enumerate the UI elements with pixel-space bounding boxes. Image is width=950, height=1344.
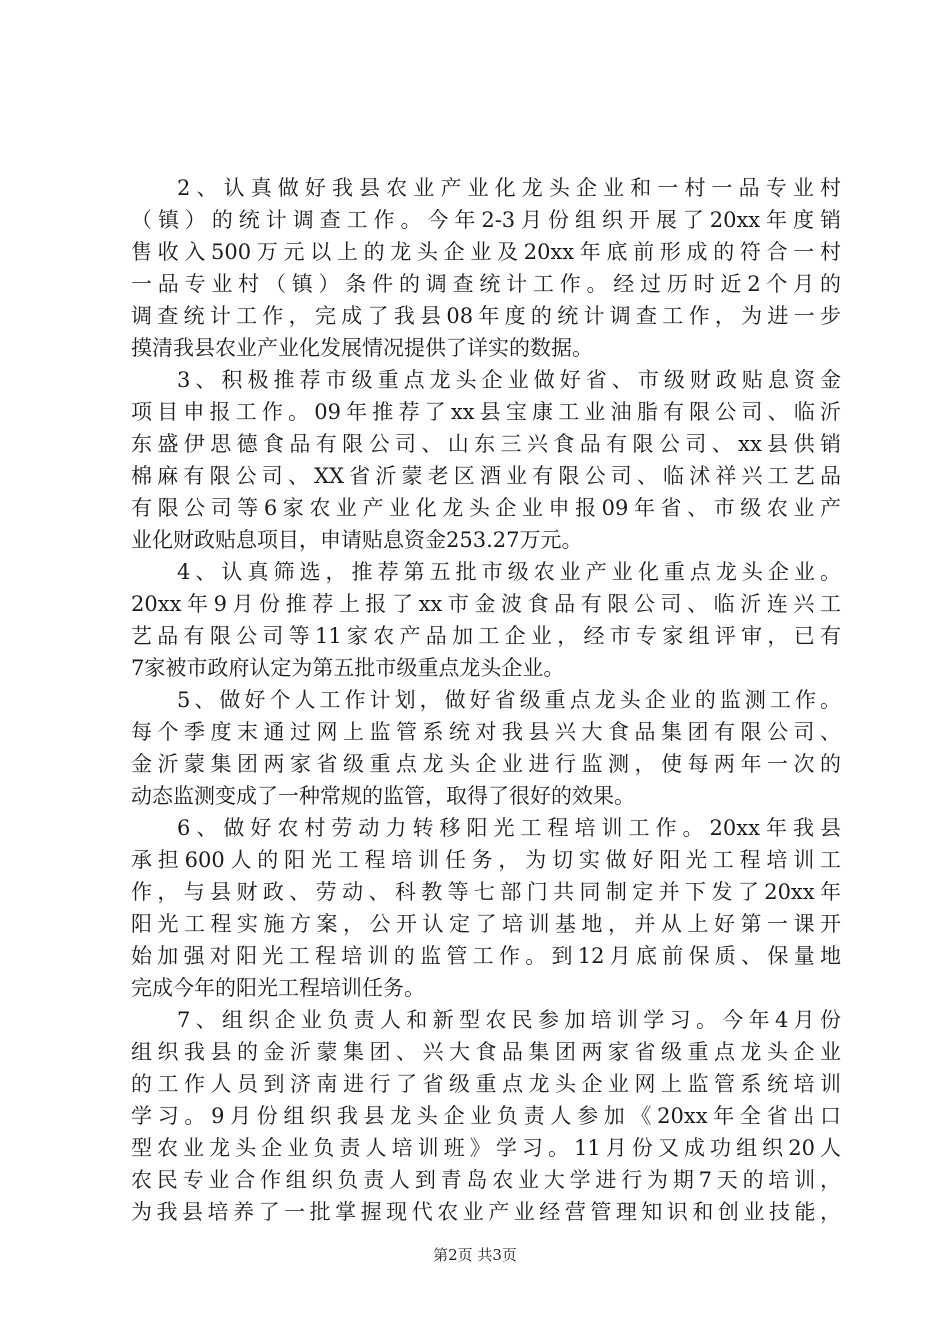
text-line: 业化财政贴息项目，申请贴息资金253.27万元。 bbox=[131, 528, 583, 552]
text-line: 棉麻有限公司、XX省沂蒙老区酒业有限公司、临沭祥兴工艺品 bbox=[131, 464, 841, 488]
text-line: 7、组织企业负责人和新型农民参加培训学习。今年4月份 bbox=[177, 1008, 841, 1032]
text-line: 组织我县的金沂蒙集团、兴大食品集团两家省级重点龙头企业 bbox=[131, 1040, 841, 1064]
text-line: 动态监测变成了一种常规的监管，取得了很好的效果。 bbox=[131, 784, 635, 808]
text-line: 项目申报工作。09年推荐了xx县宝康工业油脂有限公司、临沂 bbox=[131, 400, 841, 424]
page-footer: 第2页 共3页 bbox=[433, 1246, 517, 1264]
text-line: 4、认真筛选，推荐第五批市级农业产业化重点龙头企业。 bbox=[177, 560, 841, 584]
text-line: 3、积极推荐市级重点龙头企业做好省、市级财政贴息资金 bbox=[177, 368, 841, 392]
text-line: 金沂蒙集团两家省级重点龙头企业进行监测，使每两年一次的 bbox=[131, 752, 841, 776]
text-line: 承担600人的阳光工程培训任务，为切实做好阳光工程培训工 bbox=[131, 848, 841, 872]
paragraph-p2 bbox=[131, 172, 841, 364]
text-line: 7家被市政府认定为第五批市级重点龙头企业。 bbox=[131, 656, 565, 680]
text-line: 摸清我县农业产业化发展情况提供了详实的数据。 bbox=[131, 336, 593, 360]
text-line: 艺品有限公司等11家农产品加工企业，经市专家组评审，已有 bbox=[131, 624, 841, 648]
text-line: 有限公司等6家农业产业化龙头企业申报09年省、市级农业产 bbox=[131, 496, 841, 520]
text-line: （镇）的统计调查工作。今年2-3月份组织开展了20xx年度销 bbox=[131, 208, 841, 232]
text-line: 6、做好农村劳动力转移阳光工程培训工作。20xx年我县 bbox=[177, 816, 841, 840]
text-line: 一品专业村（镇）条件的调查统计工作。经过历时近2个月的 bbox=[131, 272, 841, 296]
text-line: 2、认真做好我县农业产业化龙头企业和一村一品专业村 bbox=[177, 176, 841, 200]
text-line: 每个季度末通过网上监管系统对我县兴大食品集团有限公司、 bbox=[131, 720, 841, 744]
text-line: 完成今年的阳光工程培训任务。 bbox=[131, 976, 425, 1000]
text-line: 作，与县财政、劳动、科教等七部门共同制定并下发了20xx年 bbox=[131, 880, 841, 904]
paragraph-p4 bbox=[131, 556, 841, 684]
document-body bbox=[131, 172, 841, 1228]
paragraph-p3 bbox=[131, 364, 841, 556]
text-line: 学习。9月份组织我县龙头企业负责人参加《20xx年全省出口 bbox=[131, 1104, 841, 1128]
text-line: 型农业龙头企业负责人培训班》学习。11月份又成功组织20人 bbox=[131, 1136, 841, 1160]
text-line: 为我县培养了一批掌握现代农业产业经营管理知识和创业技能， bbox=[131, 1200, 841, 1224]
text-line: 始加强对阳光工程培训的监管工作。到12月底前保质、保量地 bbox=[131, 944, 841, 968]
text-line: 20xx年9月份推荐上报了xx市金波食品有限公司、临沂连兴工 bbox=[131, 592, 841, 616]
text-line: 阳光工程实施方案，公开认定了培训基地，并从上好第一课开 bbox=[131, 912, 841, 936]
paragraph-p7 bbox=[131, 1004, 841, 1228]
paragraph-p6 bbox=[131, 812, 841, 1004]
text-line: 5、做好个人工作计划，做好省级重点龙头企业的监测工作。 bbox=[177, 688, 841, 712]
text-line: 农民专业合作组织负责人到青岛农业大学进行为期7天的培训， bbox=[131, 1168, 841, 1192]
text-line: 售收入500万元以上的龙头企业及20xx年底前形成的符合一村 bbox=[131, 240, 841, 264]
text-line: 东盛伊思德食品有限公司、山东三兴食品有限公司、xx县供销 bbox=[131, 432, 841, 456]
text-line: 的工作人员到济南进行了省级重点龙头企业网上监管系统培训 bbox=[131, 1072, 841, 1096]
text-line: 调查统计工作，完成了我县08年度的统计调查工作，为进一步 bbox=[131, 304, 841, 328]
paragraph-p5 bbox=[131, 684, 841, 812]
